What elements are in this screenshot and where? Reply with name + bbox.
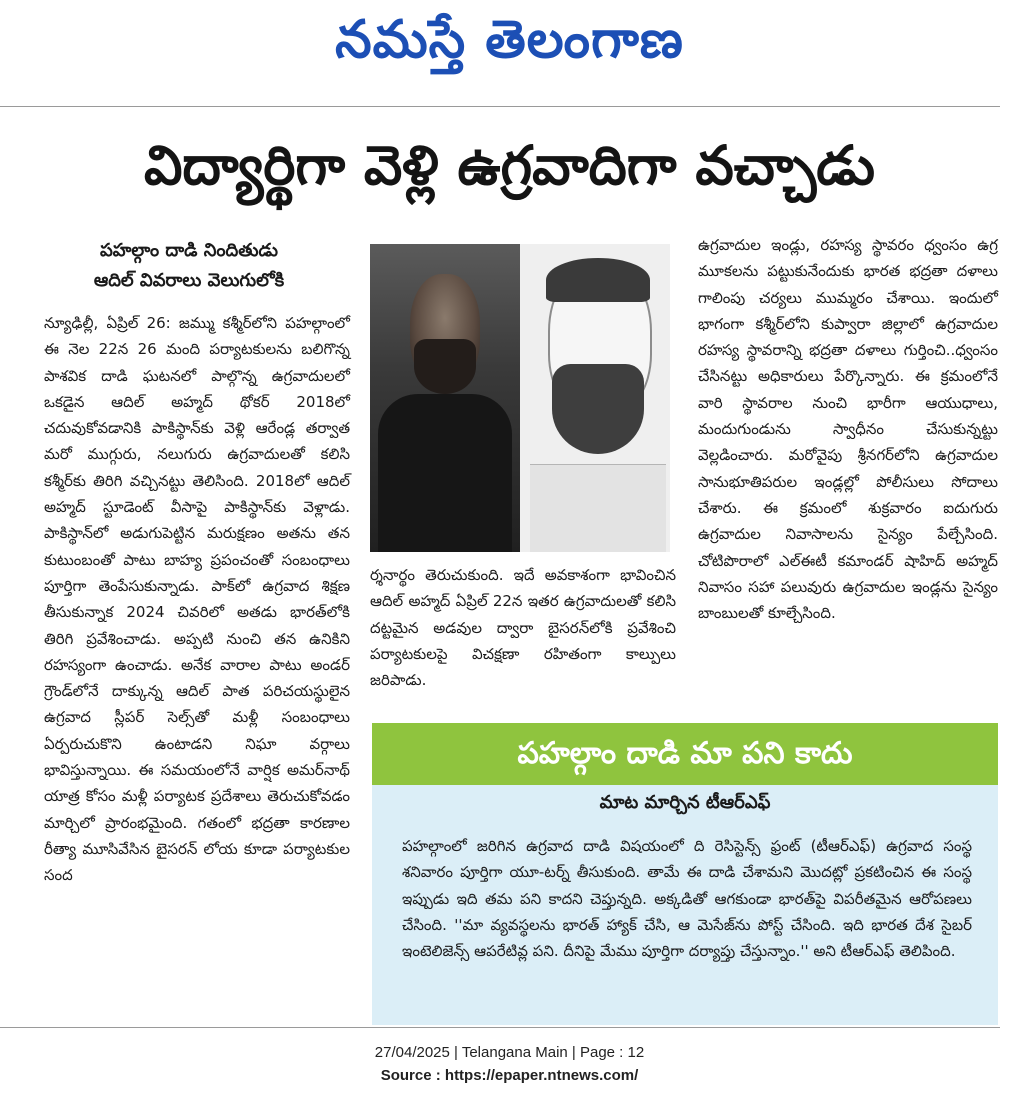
footer-source: Source : https://epaper.ntnews.com/: [380, 1067, 639, 1084]
subhead-line-2: ఆదిల్ వివరాలు వెలుగులోకి: [93, 270, 285, 291]
suspect-sketch: [520, 244, 670, 552]
bottom-divider: [0, 1027, 1000, 1028]
sidebar-title: పహల్గాం దాడి మా పని కాదు: [372, 723, 998, 785]
article-subhead: [24, 236, 354, 296]
article-column-left: న్యూఢిల్లీ, ఏప్రిల్ 26: జమ్ము కశ్మీర్‌లోని పహల్గాంలో ఈ నెల 22న 26 మంది పర్యాటకులను బలిగొన్న పాశవిక దాడి ఘటనలో పాల్గొన్న ఉగ్రవాదులలో ఒకడైన ఆదిల్ అహ్మద్ థోకర్ 2018లో చదువుకోవడానికి పాకిస్థాన్‌కు వెళ్లి ఆరేండ్ల తర్వాత మరో ముగ్గురు, నలుగురు ఉగ్రవాదులతో కలిసి కశ్మీర్‌కు తిరిగి వచ్చినట్టు తెలిసింది. 2018లో ఆదిల్ అహ్మద్ స్టూడెంట్ వీసాపై పాకిస్థాన్‌కు వెళ్లాడు. పాకిస్థాన్‌లో అడుగుపెట్టిన మరుక్షణం అతను తన కుటుంబంతో పాటు బాహ్య ప్రపంచంతో సంబంధాలు పూర్తిగా తెంపేసుకున్నాడు. పాక్‌లో ఉగ్రవాద శిక్షణ తీసుకున్నాక 2024 చివరిలో అతడు భారత్‌లోకి తిరిగి ప్రవేశించాడు. అప్పటి నుంచి తన ఉనికిని రహస్యంగా ఉంచాడు. అనేక వారాల పాటు అండర్ గ్రౌండ్‌లోనే దాక్కున్న ఆదిల్ పాత పరిచయస్థులైన ఉగ్రవాద స్లీపర్ సెల్స్‌తో మళ్లీ సంబంధాలు ఏర్పరుచుకొని ఉంటాడని నిఘా వర్గాలు భావిస్తున్నాయి. ఈ సమయంలోనే వార్షిక అమర్‌నాథ్ యాత్ర కోసం మళ్లీ పర్యాటక ప్రదేశాలు తెరుచుకోవడం మార్చిలో ప్రారంభమైంది. గతంలో భద్రతా కారణాల రీత్యా మూసివేసిన బైసరన్ లోయ కూడా పర్యాటకుల సంద: [44, 314, 350, 885]
newspaper-masthead: నమస్తే తెలంగాణ: [335, 9, 684, 70]
suspect-photo: [370, 244, 670, 552]
sidebar-subtitle: మాట మార్చిన టీఆర్‌ఎఫ్: [599, 792, 771, 813]
page-footer: [0, 1041, 1019, 1087]
suspect-photograph: [370, 244, 520, 552]
sidebar-box: [372, 723, 998, 1025]
sidebar-body: పహల్గాంలో జరిగిన ఉగ్రవాద దాడి విషయంలో ది రెసిస్టెన్స్ ఫ్రంట్ (టీఆర్‌ఎఫ్) ఉగ్రవాద సంస్థ శనివారం పూర్తిగా యూ-టర్న్ తీసుకుంది. తామే ఈ దాడి చేశామని మొదట్లో ప్రకటించిన ఈ సంస్థ ఇప్పుడు ఇది తమ పని కాదని చెప్తున్నది. అక్కడితో ఆగకుండా భారత్‌పై విపరీతమైన ఆరోపణలు చేసింది. ''మా వ్యవస్థలను భారత్ హ్యాక్ చేసి, ఆ మెసేజ్‌ను పోస్ట్ చేసింది. ఇది భారత దేశ సైబర్ ఇంటెలిజెన్స్ ఆపరేటివ్ల పని. దీనిపై మేము పూర్తిగా దర్యాప్తు చేస్తున్నాం.'' అని టీఆర్‌ఎఫ్ తెలిపింది.: [402, 837, 972, 961]
article-headline: విద్యార్థిగా వెళ్లి ఉగ్రవాదిగా వచ్చాడు: [144, 134, 875, 197]
top-divider: [0, 106, 1000, 107]
article-column-right: ఉగ్రవాదుల ఇండ్లు, రహస్య స్థావరం ధ్వంసం ఉగ్ర మూకలను పట్టుకునేందుకు భారత భద్రతా దళాలు గాలింపు చర్యలు ముమ్మరం చేశాయి. ఇందులో భాగంగా కశ్మీర్‌లోని కుప్వారా జిల్లాలో ఉగ్రవాదుల రహస్య స్థావరాన్ని భద్రతా దళాలు గుర్తించి..ధ్వంసం చేసినట్టు అధికారులు పేర్కొన్నారు. ఈ క్రమంలోనే వారి స్థావరాల నుంచి భారీగా ఆయుధాలు, మందుగుండును స్వాధీనం చేసుకున్నట్టు వెల్లడించారు. మరోవైపు శ్రీనగర్‌లోని ఉగ్రవాదుల సానుభూతిపరుల ఇండ్లల్లో పోలీసులు సోదాలు చేశారు. ఈ క్రమంలో శుక్రవారం ఐదుగురు ఉగ్రవాదుల నివాసాలను సైన్యం పేల్చేసింది. చోటిపొరాలో ఎల్‌ఈటీ కమాండర్ షాహిద్ అహ్మద్ నివాసం సహా పలువురు ఉగ్రవాదుల ఇండ్లను సైన్యం బాంబులతో కూల్చేసింది.: [698, 236, 998, 623]
article-column-middle: ర్శనార్థం తెరుచుకుంది. ఇదే అవకాశంగా భావించిన ఆదిల్ అహ్మద్ ఏప్రిల్ 22న ఇతర ఉగ్రవాదులతో కలిసి దట్టమైన అడవుల ద్వారా బైసరన్‌లోకి ప్రవేశించి పర్యాటకులపై విచక్షణా రహితంగా కాల్పులు జరిపాడు.: [370, 566, 676, 690]
subhead-line-1: పహల్గాం దాడి నిందితుడు: [100, 240, 278, 261]
footer-date-edition: 27/04/2025 | Telangana Main | Page : 12: [374, 1044, 645, 1061]
